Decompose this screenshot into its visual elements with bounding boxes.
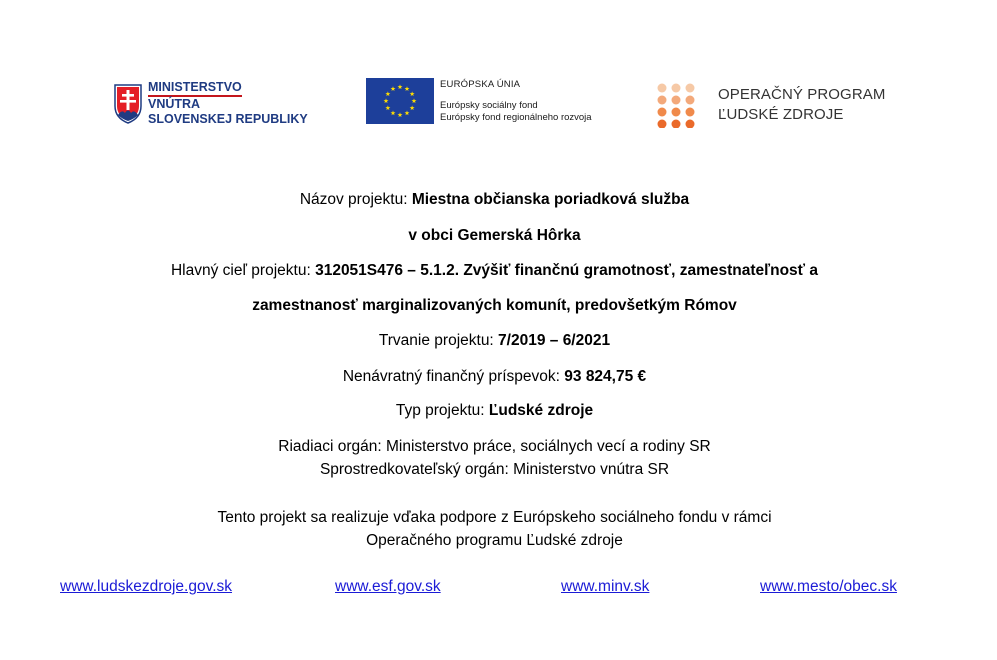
support-line-1: Tento projekt sa realizuje vďaka podpore z Európskeho sociálneho fondu v rámci xyxy=(217,509,772,526)
project-duration-row xyxy=(0,332,989,350)
eu-fund-2: Európsky fond regionálneho rozvoja xyxy=(440,111,592,123)
op-dots-icon xyxy=(656,82,706,128)
eu-title: EURÓPSKA ÚNIA xyxy=(440,78,521,90)
ministry-line1: MINISTERSTVO xyxy=(148,80,242,97)
project-name-row xyxy=(0,191,989,209)
ministry-line3: SLOVENSKEJ REPUBLIKY xyxy=(148,112,308,126)
project-name-value: Miestna občianska poriadková služba xyxy=(411,191,690,208)
ministry-logo xyxy=(114,80,308,127)
eu-logo xyxy=(366,78,592,124)
logo-row xyxy=(0,78,997,138)
support-line-2: Operačného programu Ľudské zdroje xyxy=(366,532,623,549)
managing-authority: Riadiaci orgán: Ministerstvo práce, sociálnych vecí a rodiny SR xyxy=(278,438,711,455)
project-goal-row xyxy=(0,262,989,280)
eu-fund-1: Európsky sociálny fond xyxy=(440,99,538,111)
link-esf[interactable]: www.esf.gov.sk xyxy=(335,578,441,595)
project-duration-value: 7/2019 – 6/2021 xyxy=(498,332,611,349)
project-goal-value: 312051S476 – 5.1.2. Zvýšiť finančnú gramotnosť, zamestnateľnosť a xyxy=(315,262,819,279)
project-duration-label: Trvanie projektu: xyxy=(378,332,499,349)
project-grant-value: 93 824,75 € xyxy=(564,368,647,385)
link-minv[interactable]: www.minv.sk xyxy=(561,578,650,595)
project-goal-value-2: zamestnanosť marginalizovaných komunít, predovšetkým Rómov xyxy=(252,297,737,314)
intermediate-body: Sprostredkovateľský orgán: Ministerstvo vnútra SR xyxy=(319,461,670,478)
op-logo xyxy=(656,82,885,128)
project-name-label: Názov projektu: xyxy=(299,191,412,208)
link-mesto-obec[interactable]: www.mesto/obec.sk xyxy=(760,578,897,595)
ministry-logo-text xyxy=(148,80,308,127)
project-goal-label: Hlavný cieľ projektu: xyxy=(170,262,316,279)
eu-logo-text xyxy=(440,79,592,124)
project-type-value: Ľudské zdroje xyxy=(488,402,594,419)
project-grant-row xyxy=(0,368,989,386)
project-type-label: Typ projektu: xyxy=(395,402,489,419)
project-grant-label: Nenávratný finančný príspevok: xyxy=(342,368,565,385)
op-line2: ĽUDSKÉ ZDROJE xyxy=(718,106,844,123)
op-logo-text xyxy=(718,85,885,125)
project-type-row xyxy=(0,402,989,420)
eu-flag-icon xyxy=(366,78,434,124)
slovak-coat-of-arms-icon xyxy=(114,84,142,124)
op-line1: OPERAČNÝ PROGRAM xyxy=(718,86,886,103)
project-name-value-2: v obci Gemerská Hôrka xyxy=(408,227,581,244)
link-ludskezdroje[interactable]: www.ludskezdroje.gov.sk xyxy=(60,578,233,595)
ministry-line2: VNÚTRA xyxy=(148,97,201,111)
